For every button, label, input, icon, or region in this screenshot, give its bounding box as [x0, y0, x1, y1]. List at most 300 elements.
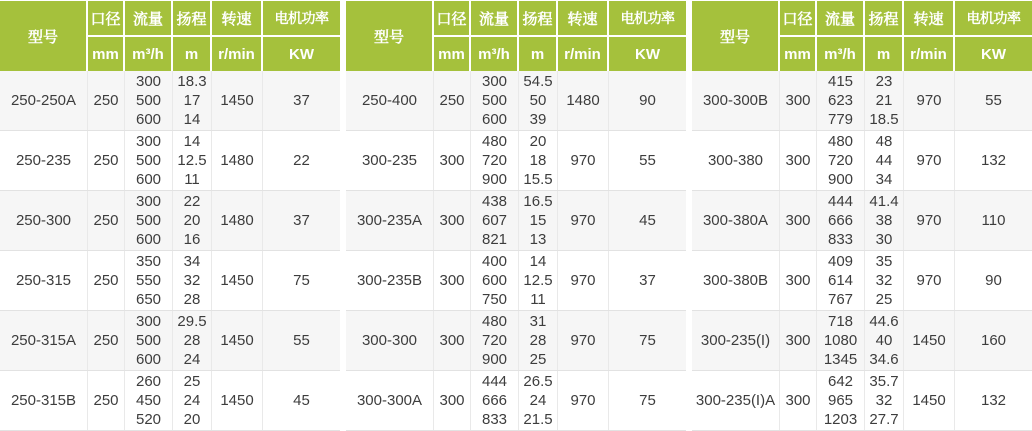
- head-cell-value: 18: [529, 152, 547, 169]
- diameter-cell: [88, 131, 125, 190]
- diameter-cell: [780, 131, 817, 190]
- speed-cell-value: 970: [916, 92, 942, 109]
- power-cell: [609, 371, 686, 430]
- header-flow-unit: m³/h: [817, 35, 865, 71]
- head-cell-value: 25: [875, 291, 893, 308]
- table-header: [692, 1, 1032, 71]
- header-speed-unit: r/min: [904, 35, 955, 71]
- head-cell-value: 48: [875, 133, 893, 150]
- model-cell: [346, 311, 434, 370]
- model-cell: [0, 371, 88, 430]
- flow-cell-value: 300: [135, 133, 162, 150]
- flow-cell-value: 500: [135, 212, 162, 229]
- flow-cell-value: 821: [481, 231, 508, 248]
- diameter-cell-value: 300: [785, 392, 811, 409]
- table-row: [0, 71, 340, 131]
- flow-cell-value: 300: [135, 73, 162, 90]
- diameter-cell-value: 250: [93, 272, 119, 289]
- speed-cell: [904, 251, 955, 310]
- flow-cell: [817, 311, 865, 370]
- flow-cell-value: 623: [827, 92, 854, 109]
- header-head: 扬程: [865, 1, 904, 35]
- power-cell-value: 22: [293, 152, 310, 169]
- head-cell-value: 11: [184, 171, 200, 188]
- head-cell: [865, 191, 904, 250]
- head-cell-value: 38: [875, 212, 893, 229]
- header-flow-unit: m³/h: [471, 35, 519, 71]
- speed-cell: [212, 71, 263, 130]
- diameter-cell: [88, 191, 125, 250]
- flow-cell-value: 500: [135, 92, 162, 109]
- table-header: [346, 1, 686, 71]
- speed-cell: [558, 251, 609, 310]
- table-row: [692, 251, 1032, 311]
- model-cell: [0, 251, 88, 310]
- flow-cell-value: 444: [827, 193, 854, 210]
- speed-cell: [212, 371, 263, 430]
- header-power: 电机功率: [955, 1, 1032, 35]
- diameter-cell: [780, 311, 817, 370]
- head-cell-value: 20: [183, 212, 201, 229]
- flow-cell-value: 260: [135, 373, 162, 390]
- power-cell-value: 55: [639, 152, 656, 169]
- head-cell-value: 31: [529, 313, 547, 330]
- head-cell: [519, 371, 558, 430]
- flow-cell: [471, 71, 519, 130]
- head-cell-value: 25: [529, 351, 547, 368]
- flow-cell: [817, 191, 865, 250]
- flow-cell-value: 833: [481, 411, 508, 428]
- speed-cell-value: 970: [916, 152, 942, 169]
- head-cell-value: 12.5: [177, 152, 207, 169]
- header-power: 电机功率: [263, 1, 340, 35]
- diameter-cell: [434, 131, 471, 190]
- speed-cell: [904, 311, 955, 370]
- flow-cell: [817, 131, 865, 190]
- diameter-cell-value: 250: [93, 92, 119, 109]
- header-head-unit: m: [865, 35, 904, 71]
- flow-cell-value: 833: [827, 231, 854, 248]
- header-head-unit: m: [173, 35, 212, 71]
- speed-cell-value: 970: [570, 272, 596, 289]
- table-row: [692, 371, 1032, 431]
- diameter-cell: [88, 311, 125, 370]
- header-diameter: 口径: [780, 1, 817, 35]
- flow-cell-value: 666: [827, 212, 854, 229]
- flow-cell-value: 409: [827, 253, 854, 270]
- head-cell-value: 29.5: [177, 313, 207, 330]
- power-cell-value: 37: [293, 212, 310, 229]
- power-cell: [263, 131, 340, 190]
- speed-cell-value: 1480: [220, 212, 254, 229]
- diameter-cell-value: 300: [785, 332, 811, 349]
- flow-cell-value: 720: [827, 152, 854, 169]
- header-diameter-unit: mm: [434, 35, 471, 71]
- table-row: [346, 191, 686, 251]
- table-row: [692, 71, 1032, 131]
- flow-cell: [471, 251, 519, 310]
- diameter-cell-value: 300: [439, 392, 465, 409]
- speed-cell: [904, 191, 955, 250]
- head-cell: [519, 311, 558, 370]
- speed-cell: [904, 131, 955, 190]
- speed-cell: [212, 251, 263, 310]
- head-cell-value: 25: [183, 373, 201, 390]
- head-cell-value: 18.3: [177, 73, 207, 90]
- head-cell: [519, 251, 558, 310]
- head-cell-value: 35.7: [869, 373, 899, 390]
- speed-cell: [558, 131, 609, 190]
- diameter-cell: [88, 251, 125, 310]
- header-model: 型号: [692, 1, 780, 71]
- model-cell-value: 300-380: [707, 152, 764, 169]
- head-cell-value: 30: [875, 231, 893, 248]
- flow-cell-value: 400: [481, 253, 508, 270]
- head-cell: [173, 371, 212, 430]
- power-cell-value: 75: [639, 332, 656, 349]
- flow-cell: [125, 191, 173, 250]
- head-cell-value: 28: [183, 332, 201, 349]
- head-cell-value: 12.5: [523, 272, 553, 289]
- power-cell: [955, 191, 1032, 250]
- power-cell-value: 90: [639, 92, 656, 109]
- flow-cell-value: 300: [135, 193, 162, 210]
- diameter-cell: [434, 191, 471, 250]
- flow-cell: [125, 251, 173, 310]
- table-row: [346, 251, 686, 311]
- model-cell-value: 300-235: [361, 152, 418, 169]
- header-power-unit: KW: [609, 35, 686, 71]
- diameter-cell-value: 300: [439, 212, 465, 229]
- head-cell-value: 34: [875, 171, 893, 188]
- model-cell-value: 300-300A: [356, 392, 423, 409]
- speed-cell: [212, 311, 263, 370]
- diameter-cell-value: 250: [93, 152, 119, 169]
- head-cell: [173, 71, 212, 130]
- speed-cell: [558, 311, 609, 370]
- diameter-cell: [780, 71, 817, 130]
- head-cell-value: 34: [183, 253, 201, 270]
- model-cell-value: 250-315A: [10, 332, 77, 349]
- power-cell-value: 45: [293, 392, 310, 409]
- table-row: [0, 251, 340, 311]
- header-diameter-unit: mm: [780, 35, 817, 71]
- head-cell-value: 54.5: [523, 73, 553, 90]
- flow-cell-value: 900: [481, 351, 508, 368]
- flow-cell: [817, 251, 865, 310]
- speed-cell-value: 1480: [566, 92, 600, 109]
- head-cell-value: 15: [529, 212, 547, 229]
- header-flow: 流量: [817, 1, 865, 35]
- flow-cell-value: 600: [481, 272, 508, 289]
- flow-cell-value: 300: [481, 73, 508, 90]
- head-cell-value: 21.5: [523, 411, 553, 428]
- speed-cell: [904, 71, 955, 130]
- head-cell-value: 35: [875, 253, 893, 270]
- speed-cell: [212, 131, 263, 190]
- table-row: [692, 131, 1032, 191]
- flow-cell-value: 1345: [823, 351, 858, 368]
- head-cell-value: 44: [875, 152, 893, 169]
- head-cell-value: 11: [530, 291, 546, 308]
- flow-cell-value: 642: [827, 373, 854, 390]
- head-cell-value: 16: [183, 231, 201, 248]
- flow-cell-value: 1203: [823, 411, 858, 428]
- flow-cell-value: 480: [481, 313, 508, 330]
- flow-cell-value: 750: [481, 291, 508, 308]
- head-cell: [865, 131, 904, 190]
- flow-cell-value: 720: [481, 332, 508, 349]
- diameter-cell: [780, 191, 817, 250]
- flow-cell-value: 500: [135, 152, 162, 169]
- flow-cell-value: 300: [135, 313, 162, 330]
- power-cell: [955, 311, 1032, 370]
- model-cell: [346, 191, 434, 250]
- header-flow-unit: m³/h: [125, 35, 173, 71]
- head-cell-value: 28: [183, 291, 201, 308]
- diameter-cell-value: 300: [439, 152, 465, 169]
- table-body: [692, 71, 1032, 431]
- flow-cell-value: 520: [135, 411, 162, 428]
- speed-cell-value: 1450: [220, 392, 254, 409]
- model-cell: [346, 131, 434, 190]
- diameter-cell-value: 300: [785, 212, 811, 229]
- speed-cell-value: 970: [570, 212, 596, 229]
- model-cell-value: 300-380A: [702, 212, 769, 229]
- flow-cell: [471, 191, 519, 250]
- head-cell-value: 34.6: [869, 351, 899, 368]
- table-row: [0, 371, 340, 431]
- model-cell-value: 250-300: [15, 212, 72, 229]
- header-model: 型号: [346, 1, 434, 71]
- power-cell: [609, 131, 686, 190]
- model-cell: [692, 71, 780, 130]
- speed-cell-value: 1450: [912, 392, 946, 409]
- model-cell: [692, 371, 780, 430]
- header-speed: 转速: [904, 1, 955, 35]
- header-diameter: 口径: [88, 1, 125, 35]
- head-cell-value: 14: [183, 111, 201, 128]
- model-cell-value: 250-315B: [10, 392, 77, 409]
- header-head-unit: m: [519, 35, 558, 71]
- pump-table-1: [0, 1, 340, 431]
- header-model: 型号: [0, 1, 88, 71]
- head-cell-value: 16.5: [523, 193, 553, 210]
- head-cell: [865, 311, 904, 370]
- header-speed: 转速: [558, 1, 609, 35]
- flow-cell-value: 779: [827, 111, 854, 128]
- head-cell-value: 13: [529, 231, 547, 248]
- table-row: [346, 71, 686, 131]
- model-cell: [692, 191, 780, 250]
- model-cell-value: 300-235A: [356, 212, 423, 229]
- header-power-unit: KW: [263, 35, 340, 71]
- flow-cell-value: 600: [135, 351, 162, 368]
- model-cell: [0, 311, 88, 370]
- model-cell: [692, 251, 780, 310]
- power-cell-value: 55: [985, 92, 1002, 109]
- flow-cell-value: 965: [827, 392, 854, 409]
- model-cell-value: 250-400: [361, 92, 418, 109]
- table-row: [346, 311, 686, 371]
- power-cell: [609, 311, 686, 370]
- table-row: [346, 131, 686, 191]
- diameter-cell: [88, 71, 125, 130]
- head-cell: [173, 251, 212, 310]
- diameter-cell-value: 250: [93, 392, 119, 409]
- power-cell: [263, 251, 340, 310]
- speed-cell-value: 1450: [220, 272, 254, 289]
- power-cell-value: 132: [980, 152, 1007, 169]
- head-cell: [865, 71, 904, 130]
- head-cell-value: 24: [183, 392, 201, 409]
- flow-cell-value: 600: [135, 111, 162, 128]
- flow-cell-value: 350: [135, 253, 162, 270]
- model-cell: [0, 71, 88, 130]
- model-cell-value: 300-235B: [356, 272, 423, 289]
- model-cell-value: 300-235(I): [700, 332, 771, 349]
- diameter-cell-value: 300: [785, 272, 811, 289]
- head-cell: [865, 251, 904, 310]
- speed-cell-value: 1450: [220, 332, 254, 349]
- pump-table-3: [692, 1, 1032, 431]
- table-body: [346, 71, 686, 431]
- header-flow: 流量: [471, 1, 519, 35]
- speed-cell: [558, 191, 609, 250]
- power-cell-value: 55: [293, 332, 310, 349]
- head-cell: [173, 131, 212, 190]
- head-cell-value: 41.4: [869, 193, 899, 210]
- flow-cell-value: 600: [481, 111, 508, 128]
- header-flow: 流量: [125, 1, 173, 35]
- flow-cell-value: 600: [135, 231, 162, 248]
- speed-cell-value: 1450: [220, 92, 254, 109]
- speed-cell-value: 970: [570, 332, 596, 349]
- diameter-cell: [434, 371, 471, 430]
- header-speed-unit: r/min: [558, 35, 609, 71]
- speed-cell-value: 970: [916, 272, 942, 289]
- diameter-cell: [780, 371, 817, 430]
- power-cell: [609, 191, 686, 250]
- speed-cell: [558, 371, 609, 430]
- flow-cell: [125, 131, 173, 190]
- flow-cell-value: 607: [481, 212, 508, 229]
- flow-cell-value: 767: [827, 291, 854, 308]
- head-cell-value: 23: [875, 73, 893, 90]
- head-cell-value: 27.7: [869, 411, 899, 428]
- model-cell: [346, 371, 434, 430]
- flow-cell-value: 415: [827, 73, 854, 90]
- flow-cell: [471, 371, 519, 430]
- flow-cell-value: 444: [481, 373, 508, 390]
- flow-cell-value: 480: [827, 133, 854, 150]
- head-cell: [519, 131, 558, 190]
- flow-cell: [125, 311, 173, 370]
- head-cell-value: 24: [529, 392, 547, 409]
- table-header: [0, 1, 340, 71]
- header-speed: 转速: [212, 1, 263, 35]
- header-speed-unit: r/min: [212, 35, 263, 71]
- header-power-unit: KW: [955, 35, 1032, 71]
- head-cell: [519, 191, 558, 250]
- head-cell: [173, 311, 212, 370]
- speed-cell: [558, 71, 609, 130]
- flow-cell-value: 600: [135, 171, 162, 188]
- head-cell-value: 14: [529, 253, 547, 270]
- table-row: [0, 191, 340, 251]
- head-cell-value: 20: [183, 411, 201, 428]
- speed-cell-value: 970: [570, 392, 596, 409]
- flow-cell-value: 666: [481, 392, 508, 409]
- model-cell-value: 300-235(I)A: [695, 392, 776, 409]
- pump-table-2: [346, 1, 686, 431]
- flow-cell-value: 650: [135, 291, 162, 308]
- flow-cell-value: 550: [135, 272, 162, 289]
- head-cell-value: 32: [183, 272, 201, 289]
- power-cell: [263, 191, 340, 250]
- flow-cell-value: 900: [827, 171, 854, 188]
- diameter-cell: [88, 371, 125, 430]
- table-row: [0, 311, 340, 371]
- head-cell-value: 24: [183, 351, 201, 368]
- head-cell: [865, 371, 904, 430]
- head-cell-value: 40: [875, 332, 893, 349]
- head-cell-value: 22: [183, 193, 201, 210]
- flow-cell-value: 500: [481, 92, 508, 109]
- diameter-cell: [434, 311, 471, 370]
- speed-cell-value: 1480: [220, 152, 254, 169]
- table-body: [0, 71, 340, 431]
- model-cell-value: 300-380B: [702, 272, 769, 289]
- diameter-cell: [434, 251, 471, 310]
- power-cell-value: 37: [293, 92, 310, 109]
- table-row: [692, 191, 1032, 251]
- power-cell-value: 45: [639, 212, 656, 229]
- flow-cell-value: 480: [481, 133, 508, 150]
- flow-cell: [817, 71, 865, 130]
- model-cell: [692, 131, 780, 190]
- power-cell: [955, 371, 1032, 430]
- power-cell: [955, 131, 1032, 190]
- diameter-cell-value: 250: [93, 212, 119, 229]
- flow-cell-value: 450: [135, 392, 162, 409]
- model-cell-value: 300-300: [361, 332, 418, 349]
- power-cell: [263, 311, 340, 370]
- head-cell-value: 50: [529, 92, 547, 109]
- head-cell-value: 28: [529, 332, 547, 349]
- diameter-cell-value: 300: [439, 332, 465, 349]
- table-row: [346, 371, 686, 431]
- speed-cell-value: 1450: [912, 332, 946, 349]
- power-cell-value: 37: [639, 272, 656, 289]
- power-cell: [955, 251, 1032, 310]
- power-cell-value: 110: [981, 212, 1006, 229]
- flow-cell-value: 614: [827, 272, 854, 289]
- diameter-cell-value: 300: [785, 152, 811, 169]
- head-cell-value: 26.5: [523, 373, 553, 390]
- power-cell: [955, 71, 1032, 130]
- head-cell-value: 32: [875, 392, 893, 409]
- power-cell: [609, 71, 686, 130]
- flow-cell-value: 1080: [823, 332, 858, 349]
- speed-cell-value: 970: [916, 212, 942, 229]
- header-power: 电机功率: [609, 1, 686, 35]
- speed-cell-value: 970: [570, 152, 596, 169]
- head-cell: [173, 191, 212, 250]
- model-cell: [346, 251, 434, 310]
- diameter-cell-value: 300: [439, 272, 465, 289]
- head-cell-value: 39: [529, 111, 547, 128]
